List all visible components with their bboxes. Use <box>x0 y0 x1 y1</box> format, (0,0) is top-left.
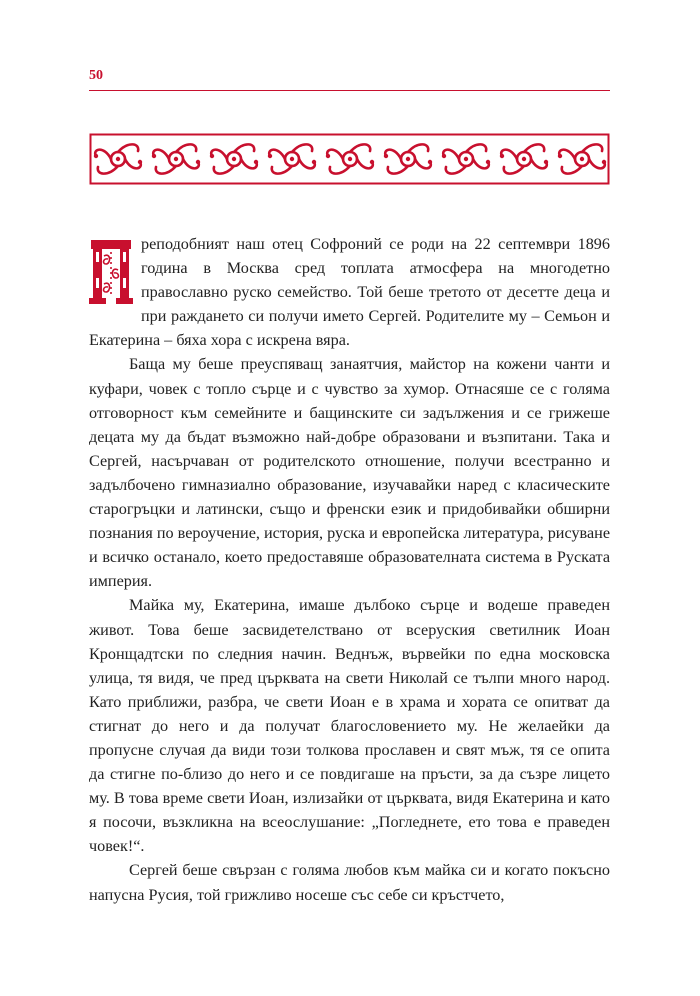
paragraph-1: реподобният наш отец Софроний се роди на 22 септември 1896 година в Москва сред топлата атмосфера на многодетно православно руско семейство. Той беше третото от десетте деца и при раждането си получи името Сергей. Родителите му – Семьон и Екатерина – бяха хора с искрена вяра. <box>89 235 610 350</box>
ornate-initial-p-icon <box>89 238 133 306</box>
paragraph-2: Баща му беше преуспяващ занаятчия, майстор на кожени чанти и куфари, човек с топло сърце и с чувство за хумор. Отнасяше се с голяма отговорност към семейните и бащинските си задължения и се грижеше децата му да бъдат възможно най-добре образовани и възпитани. Така и Сергей, насърчаван от родителското отношение, получи всестранно и задълбочено гимназиално образование, изучавайки наред с класическите старогръцки и латински, също и френски език и придобивайки обширни познания по вероучение, история, руска и европейска литература, рисуване и всичко останало, което предоставяше образователната система в Руската империя. <box>89 355 610 591</box>
main-text <box>89 232 610 907</box>
paragraph-4: Сергей беше свързан с голяма любов към майка си и когато покъсно напусна Русия, той грижливо носеше със себе си кръстчето, <box>89 861 610 904</box>
header-rule <box>89 90 610 91</box>
folk-ornament-band-icon <box>89 133 610 185</box>
paragraph-3: Майка му, Екатерина, имаше дълбоко сърце и водеше праведен живот. Това беше засвидетелствано от всеруския светилник Иоан Кронщадтски по следния начин. Веднъж, вървейки по една московска улица, тя видя, че пред църквата на свети Николай се тълпи много народ. Като приближи, разбра, че свети Иоан е в храма и хората се опитват да стигнат до него и да получат благословението му. Не желаейки да пропусне случая да види този толкова прославен и свят мъж, тя се опита да стигне по-близо до него и се повдигаше на пръсти, за да съзре лицето му. В това време свети Иоан, излизайки от църквата, видя Екатерина и като я посочи, възкликна на всеослушание: „Погледнете, ето това е праведен човек!“. <box>89 596 610 856</box>
page-number: 50 <box>89 68 103 83</box>
